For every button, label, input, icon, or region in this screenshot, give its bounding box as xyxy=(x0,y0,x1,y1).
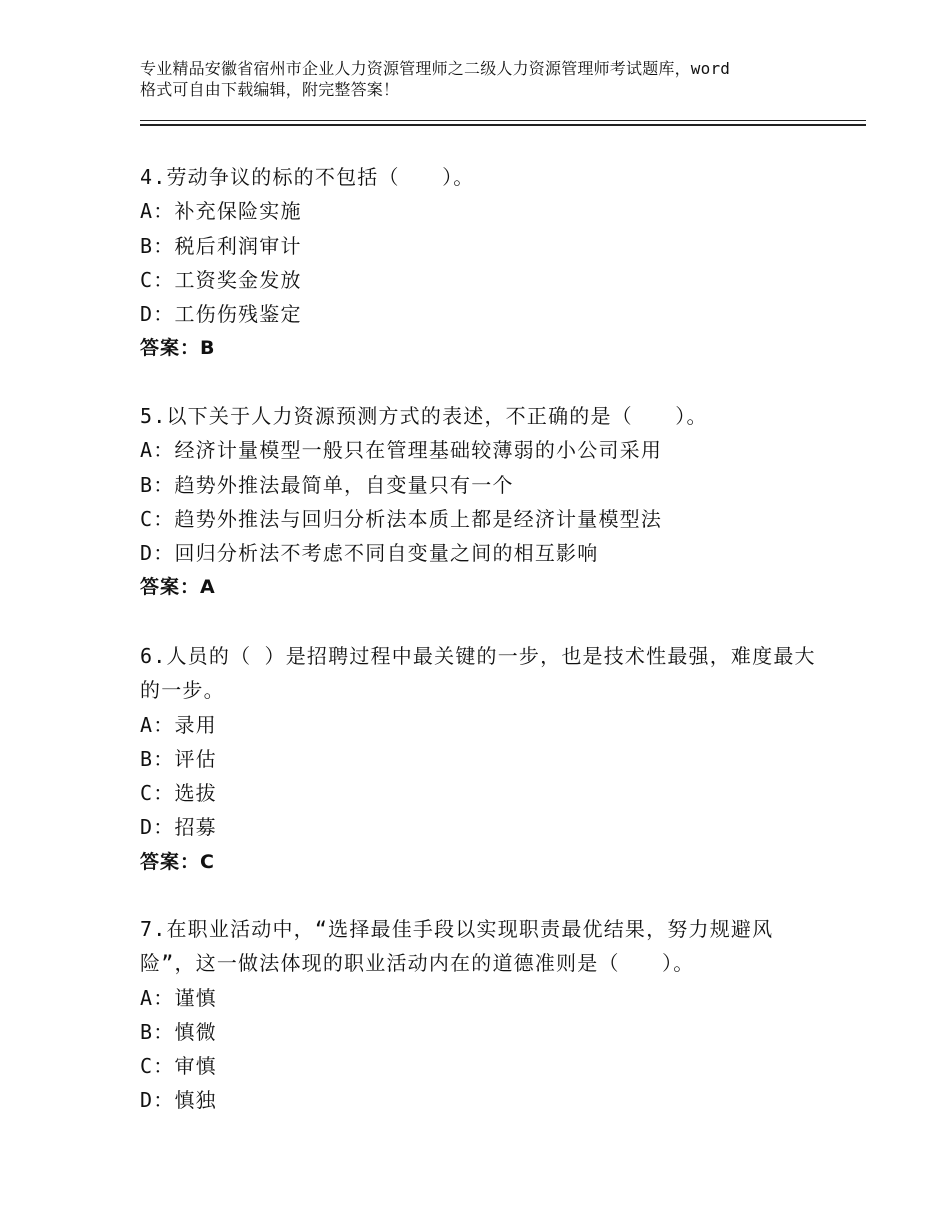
option-a: A：经济计量模型一般只在管理基础较薄弱的小公司采用 xyxy=(140,438,663,463)
header-line-1: 专业精品安徽省宿州市企业人力资源管理师之二级人力资源管理师考试题库，word xyxy=(140,59,731,78)
option-b: B：趋势外推法最简单，自变量只有一个 xyxy=(140,472,514,497)
option-a: A：谨慎 xyxy=(140,985,217,1010)
option-a: A：补充保险实施 xyxy=(140,199,302,224)
header-line-2: 格式可自由下载编辑，附完整答案！ xyxy=(140,80,400,99)
question-7 xyxy=(140,912,820,1118)
option-c: C：趋势外推法与回归分析法本质上都是经济计量模型法 xyxy=(140,506,663,531)
header-divider-thick xyxy=(140,124,866,126)
question-text: 4.劳动争议的标的不包括（ ）。 xyxy=(140,165,475,189)
option-c: C：选拔 xyxy=(140,781,217,806)
question-5 xyxy=(140,399,820,605)
question-text: 7.在职业活动中，“选择最佳手段以实现职责最优结果，努力规避风险”，这一做法体现的职业活动内在的道德准则是（ ）。 xyxy=(140,917,774,976)
question-text: 5.以下关于人力资源预测方式的表述，不正确的是（ ）。 xyxy=(140,404,708,428)
option-b: B：慎微 xyxy=(140,1019,217,1044)
header-divider-thin xyxy=(140,120,866,121)
option-b: B：评估 xyxy=(140,746,217,771)
option-d: D：工伤伤残鉴定 xyxy=(140,302,302,327)
answer: 答案：C xyxy=(140,850,215,873)
question-4 xyxy=(140,160,820,366)
answer: 答案：A xyxy=(140,576,216,599)
option-b: B：税后利润审计 xyxy=(140,233,302,258)
option-a: A：录用 xyxy=(140,712,217,737)
answer: 答案：B xyxy=(140,337,216,360)
document-header xyxy=(140,58,840,100)
option-d: D：慎独 xyxy=(140,1088,217,1113)
option-c: C：审慎 xyxy=(140,1054,217,1079)
option-d: D：招募 xyxy=(140,815,217,840)
option-d: D：回归分析法不考虑不同自变量之间的相互影响 xyxy=(140,541,599,566)
option-c: C：工资奖金发放 xyxy=(140,267,302,292)
question-6 xyxy=(140,639,820,879)
question-text: 6.人员的（ ）是招聘过程中最关键的一步，也是技术性最强，难度最大的一步。 xyxy=(140,644,816,703)
